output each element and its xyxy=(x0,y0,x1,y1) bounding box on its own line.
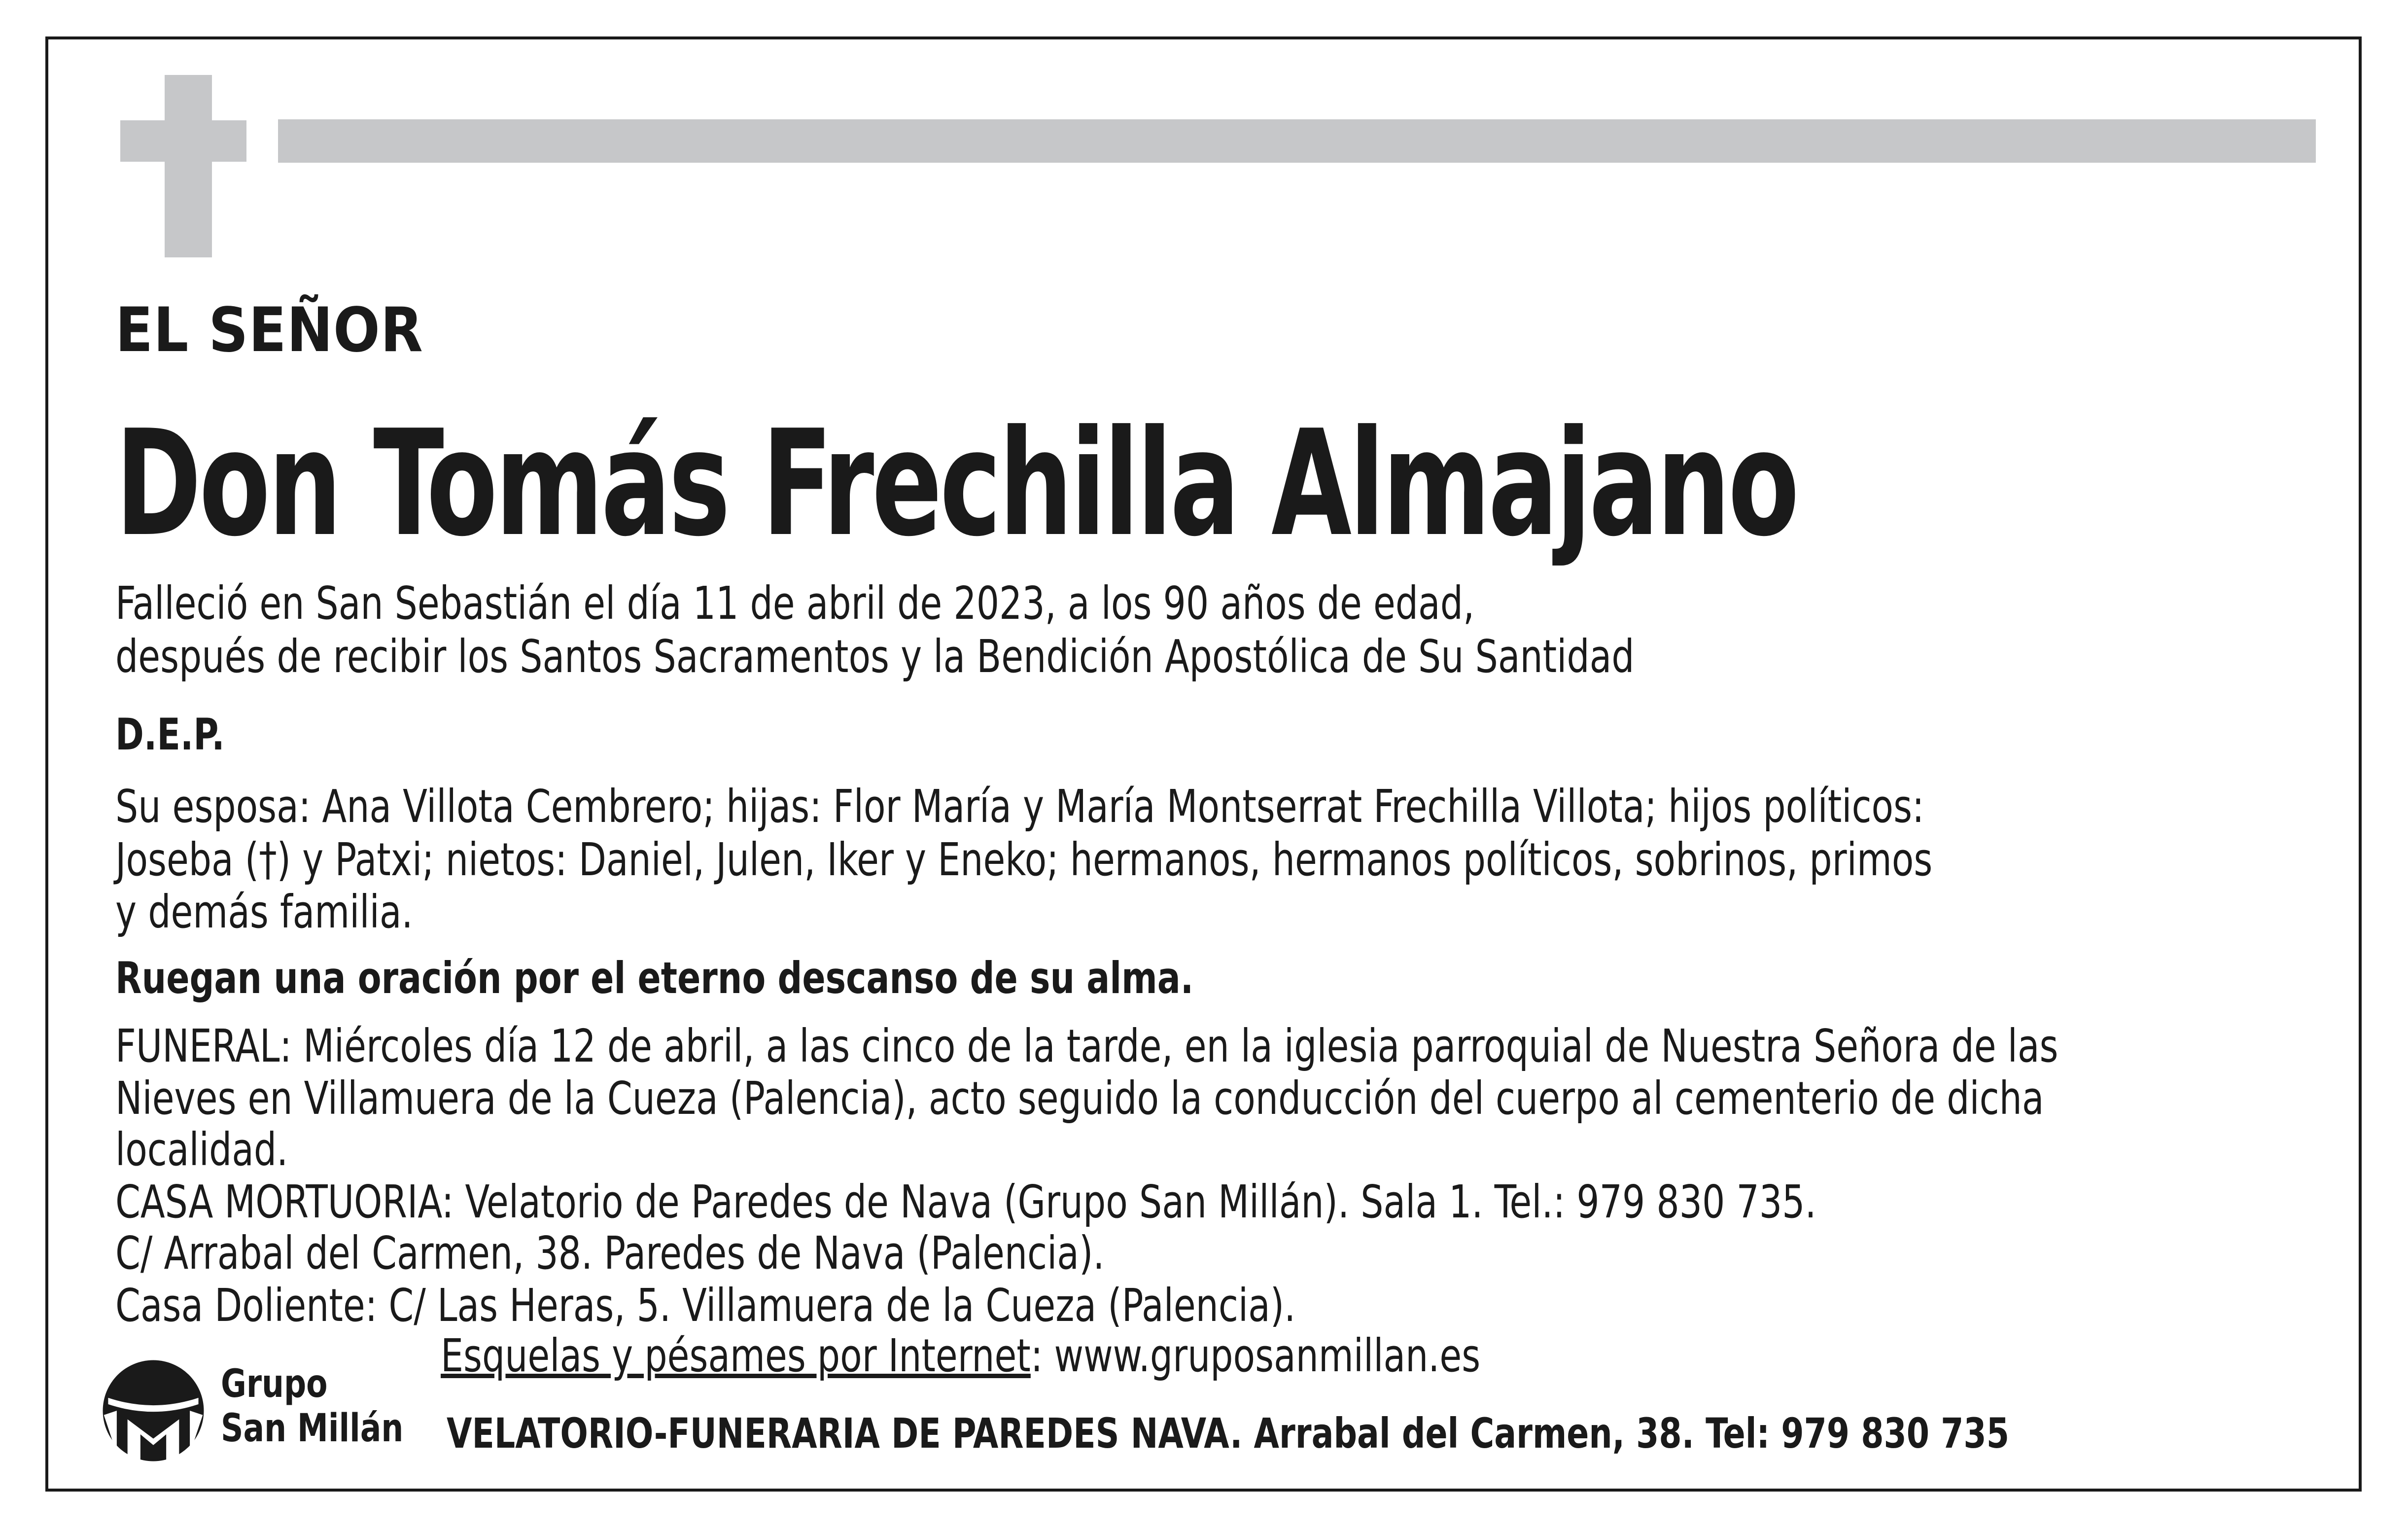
death-notice-line: después de recibir los Santos Sacramentos y la Bendición Apostólica de Su Santidad xyxy=(115,630,1635,683)
death-notice-line: Falleció en San Sebastián el día 11 de abril de 2023, a los 90 años de edad, xyxy=(115,577,1475,630)
logo-line-1: Grupo xyxy=(221,1362,328,1406)
mortuary-house: CASA MORTUORIA: Velatorio de Paredes de Nava (Grupo San Millán). Sala 1. Tel.: 979 830 735. xyxy=(115,1175,1816,1228)
family-line: y demás familia. xyxy=(115,886,413,938)
web-separator: : xyxy=(1030,1329,1054,1382)
deceased-name: Don Tomás Frechilla Almajano xyxy=(115,398,1797,569)
web-line xyxy=(441,1329,1480,1383)
mortuary-address: C/ Arrabal del Carmen, 38. Paredes de Nava (Palencia). xyxy=(115,1227,1105,1280)
mourning-house: Casa Doliente: C/ Las Heras, 5. Villamuera de la Cueza (Palencia). xyxy=(115,1279,1296,1332)
dep-label: D.E.P. xyxy=(115,709,225,760)
family-line: Joseba (†) y Patxi; nietos: Daniel, Julen, Iker y Eneko; hermanos, hermanos políticos, sobrinos, primos xyxy=(115,833,1933,886)
logo-text xyxy=(221,1362,403,1451)
family-line: Su esposa: Ana Villota Cembrero; hijas: Flor María y María Montserrat Frechilla Villota; hijos políticos: xyxy=(115,780,1924,833)
funeral-line: FUNERAL: Miércoles día 12 de abril, a las cinco de la tarde, en la iglesia parroquial de Nuestra Señora de las xyxy=(115,1020,2059,1072)
honorific: EL SEÑOR xyxy=(115,295,423,366)
funeral-line: localidad. xyxy=(115,1123,288,1176)
footer-funeral-home: VELATORIO-FUNERARIA DE PAREDES NAVA. Arrabal del Carmen, 38. Tel: 979 830 735 xyxy=(447,1409,2009,1458)
logo-line-2: San Millán xyxy=(221,1406,404,1451)
web-condolences-link[interactable]: Esquelas y pésames por Internet xyxy=(441,1329,1031,1382)
cross-icon xyxy=(165,75,212,257)
cross-icon-arm xyxy=(120,120,246,162)
web-url[interactable]: www.gruposanmillan.es xyxy=(1054,1329,1481,1382)
prayer-request: Ruegan una oración por el eterno descanso de su alma. xyxy=(115,953,1194,1003)
header-bar xyxy=(278,119,2316,163)
san-millan-logo-icon xyxy=(100,1357,207,1464)
funeral-line: Nieves en Villamuera de la Cueza (Palencia), acto seguido la conducción del cuerpo al cementerio de dicha xyxy=(115,1072,2044,1125)
